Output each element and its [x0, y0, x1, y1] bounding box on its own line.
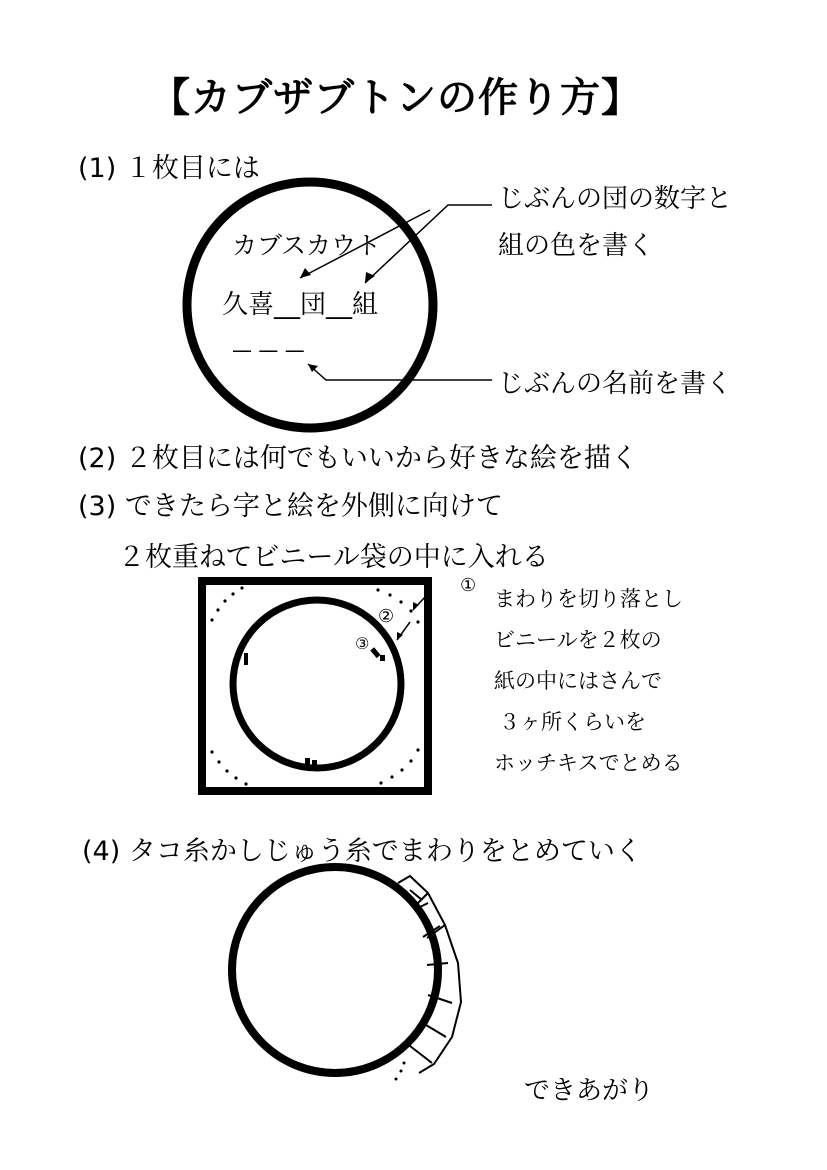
- note-line: 紙の中にはさんで: [494, 669, 662, 693]
- marker-1: ①: [460, 575, 477, 596]
- step2-heading: (2) ２枚目には何でもいいから好きな絵を描く: [78, 443, 638, 474]
- marker-3: ③: [355, 634, 370, 653]
- step3-heading-line1: (3) できたら字と絵を外側に向けて: [78, 491, 503, 522]
- finished-circle: [232, 867, 438, 1073]
- circle-text-cubscout: カブスカウト: [232, 231, 382, 260]
- note-line: ビニールを２枚の: [494, 628, 662, 652]
- name-blanks: — — —: [232, 338, 305, 362]
- stitch-dots: [395, 1062, 406, 1081]
- step4-heading: (4) タコ糸かしじゅう糸でまわりをとめていく: [82, 836, 642, 867]
- note1-line1: じぶんの団の数字と: [498, 184, 733, 214]
- finished-label: できあがり: [524, 1076, 655, 1106]
- page-title: 【カブザブトンの作り方】: [150, 75, 642, 121]
- note-line: ３ヶ所くらいを: [499, 710, 646, 734]
- step3-heading-line2: ２枚重ねてビニール袋の中に入れる: [118, 542, 549, 573]
- marker-2: ②: [378, 606, 395, 627]
- step1-heading: (1) １枚目には: [78, 153, 260, 184]
- note-line: ホッチキスでとめる: [494, 751, 683, 775]
- note-line: まわりを切り落とし: [494, 587, 683, 611]
- note2: じぶんの名前を書く: [498, 369, 733, 399]
- circle-text-group: 久喜__団__組: [222, 290, 379, 320]
- note1-line2: 組の色を書く: [498, 231, 655, 261]
